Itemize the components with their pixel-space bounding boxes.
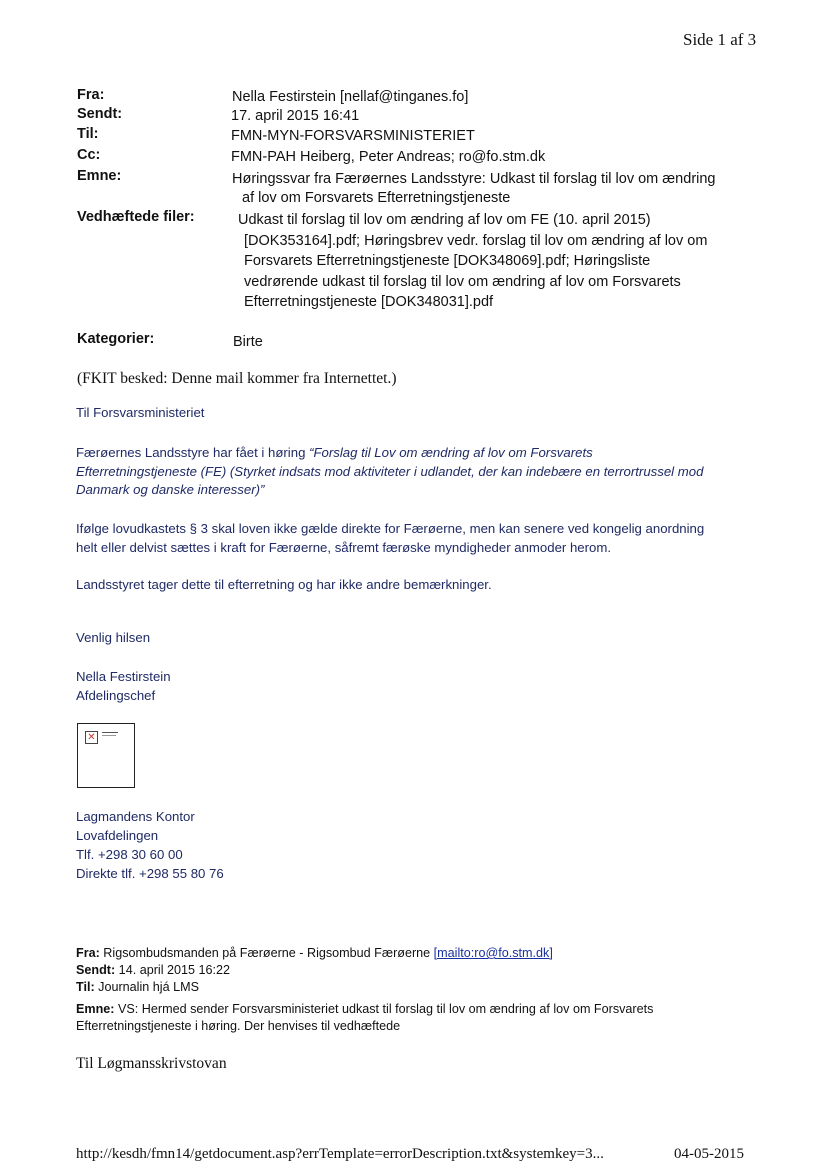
forwarded-mailto-link[interactable]: [mailto:ro@fo.stm.dk] (433, 946, 553, 960)
forwarded-from-value: Rigsombudsmanden på Færøerne - Rigsombud Færøerne (99, 946, 434, 960)
broken-image-line (102, 735, 116, 736)
attachments-line-5: Efterretningstjeneste [DOK348031].pdf (244, 294, 494, 310)
cc-value: FMN-PAH Heiberg, Peter Andreas; ro@fo.stm.dk (231, 149, 546, 165)
forwarded-subject-line-2: Efterretningstjeneste i høring. Der henvises til vedhæftede (76, 1019, 401, 1033)
paragraph-1-line-2: Efterretningstjeneste (FE) (Styrket indsats mod aktiviteter i udlandet, der kan indebære en terrortrussel mod (76, 464, 704, 479)
attachments-line-4: vedrørende udkast til forslag til lov om ændring af lov om Forsvarets (244, 274, 681, 290)
salutation: Til Løgmansskrivstovan (76, 1055, 227, 1072)
to-value: FMN-MYN-FORSVARSMINISTERIET (231, 128, 475, 144)
paragraph-1-quote: “Forslag til Lov om ændring af lov om Forsvarets (309, 445, 593, 460)
attachments-line-2: [DOK353164].pdf; Høringsbrev vedr. forslag til lov om ændring af lov om (244, 233, 708, 249)
forwarded-subject-line-1: VS: Hermed sender Forsvarsministeriet udkast til forslag til lov om ændring af lov om Forsvarets (114, 1002, 654, 1016)
sender-title: Afdelingschef (76, 688, 156, 703)
to-label: Til: (77, 126, 99, 142)
office-name: Lagmandens Kontor (76, 809, 195, 824)
forwarded-to-label: Til: (76, 980, 95, 994)
paragraph-1-line-1 (76, 443, 593, 462)
forwarded-sent-value: 14. april 2015 16:22 (115, 963, 231, 977)
attachments-label: Vedhæftede filer: (77, 209, 195, 225)
forwarded-from (76, 945, 553, 962)
from-value: Nella Festirstein [nellaf@tinganes.fo] (232, 89, 469, 105)
attachments-line-1: Udkast til forslag til lov om ændring af lov om FE (10. april 2015) (238, 212, 651, 228)
phone: Tlf. +298 30 60 00 (76, 847, 183, 862)
broken-image-icon: ✕ (85, 731, 98, 744)
attachments-line-3: Forsvarets Efterretningstjeneste [DOK348069].pdf; Høringsliste (244, 253, 651, 269)
cc-label: Cc: (77, 147, 101, 163)
paragraph-1-line-3: Danmark og danske interesser)” (76, 482, 265, 497)
paragraph-2-line-1: Ifølge lovudkastets § 3 skal loven ikke gælde direkte for Færøerne, men kan senere ved kongelig anordning (76, 521, 705, 536)
page-number: Side 1 af 3 (683, 30, 757, 49)
paragraph-2-line-2: helt eller delvist sættes i kraft for Færøerne, såfremt færøske myndigheder anmoder herom. (76, 540, 612, 555)
subject-line-2: af lov om Forsvarets Efterretningstjeneste (242, 190, 511, 206)
forwarded-sent-label: Sendt: (76, 963, 116, 977)
internet-notice: (FKIT besked: Denne mail kommer fra Internettet.) (77, 370, 397, 387)
signature-image-placeholder (77, 723, 135, 788)
subject-line-1: Høringssvar fra Færøernes Landsstyre: Udkast til forslag til lov om ændring (232, 171, 716, 187)
footer-url: http://kesdh/fmn14/getdocument.asp?errTemplate=errorDescription.txt&systemkey=3... (76, 1146, 604, 1162)
paragraph-1-start: Færøernes Landsstyre har fået i høring (76, 445, 310, 460)
forwarded-sent (76, 962, 230, 979)
forwarded-to (76, 979, 199, 996)
sent-value: 17. april 2015 16:41 (231, 108, 360, 124)
department-name: Lovafdelingen (76, 828, 159, 843)
forwarded-subject (76, 1001, 653, 1018)
categories-value: Birte (233, 334, 263, 350)
broken-image-line (102, 732, 118, 733)
forwarded-subject-label: Emne: (76, 1002, 115, 1016)
closing: Venlig hilsen (76, 630, 151, 645)
subject-label: Emne: (77, 168, 122, 184)
sent-label: Sendt: (77, 106, 123, 122)
direct-phone: Direkte tlf. +298 55 80 76 (76, 866, 224, 881)
from-label: Fra: (77, 87, 105, 103)
categories-label: Kategorier: (77, 331, 155, 347)
forwarded-to-value: Journalin hjá LMS (94, 980, 199, 994)
greeting: Til Forsvarsministeriet (76, 405, 205, 420)
forwarded-from-label: Fra: (76, 946, 100, 960)
paragraph-3: Landsstyret tager dette til efterretning og har ikke andre bemærkninger. (76, 577, 492, 592)
sender-name: Nella Festirstein (76, 669, 171, 684)
footer-date: 04-05-2015 (674, 1146, 744, 1162)
